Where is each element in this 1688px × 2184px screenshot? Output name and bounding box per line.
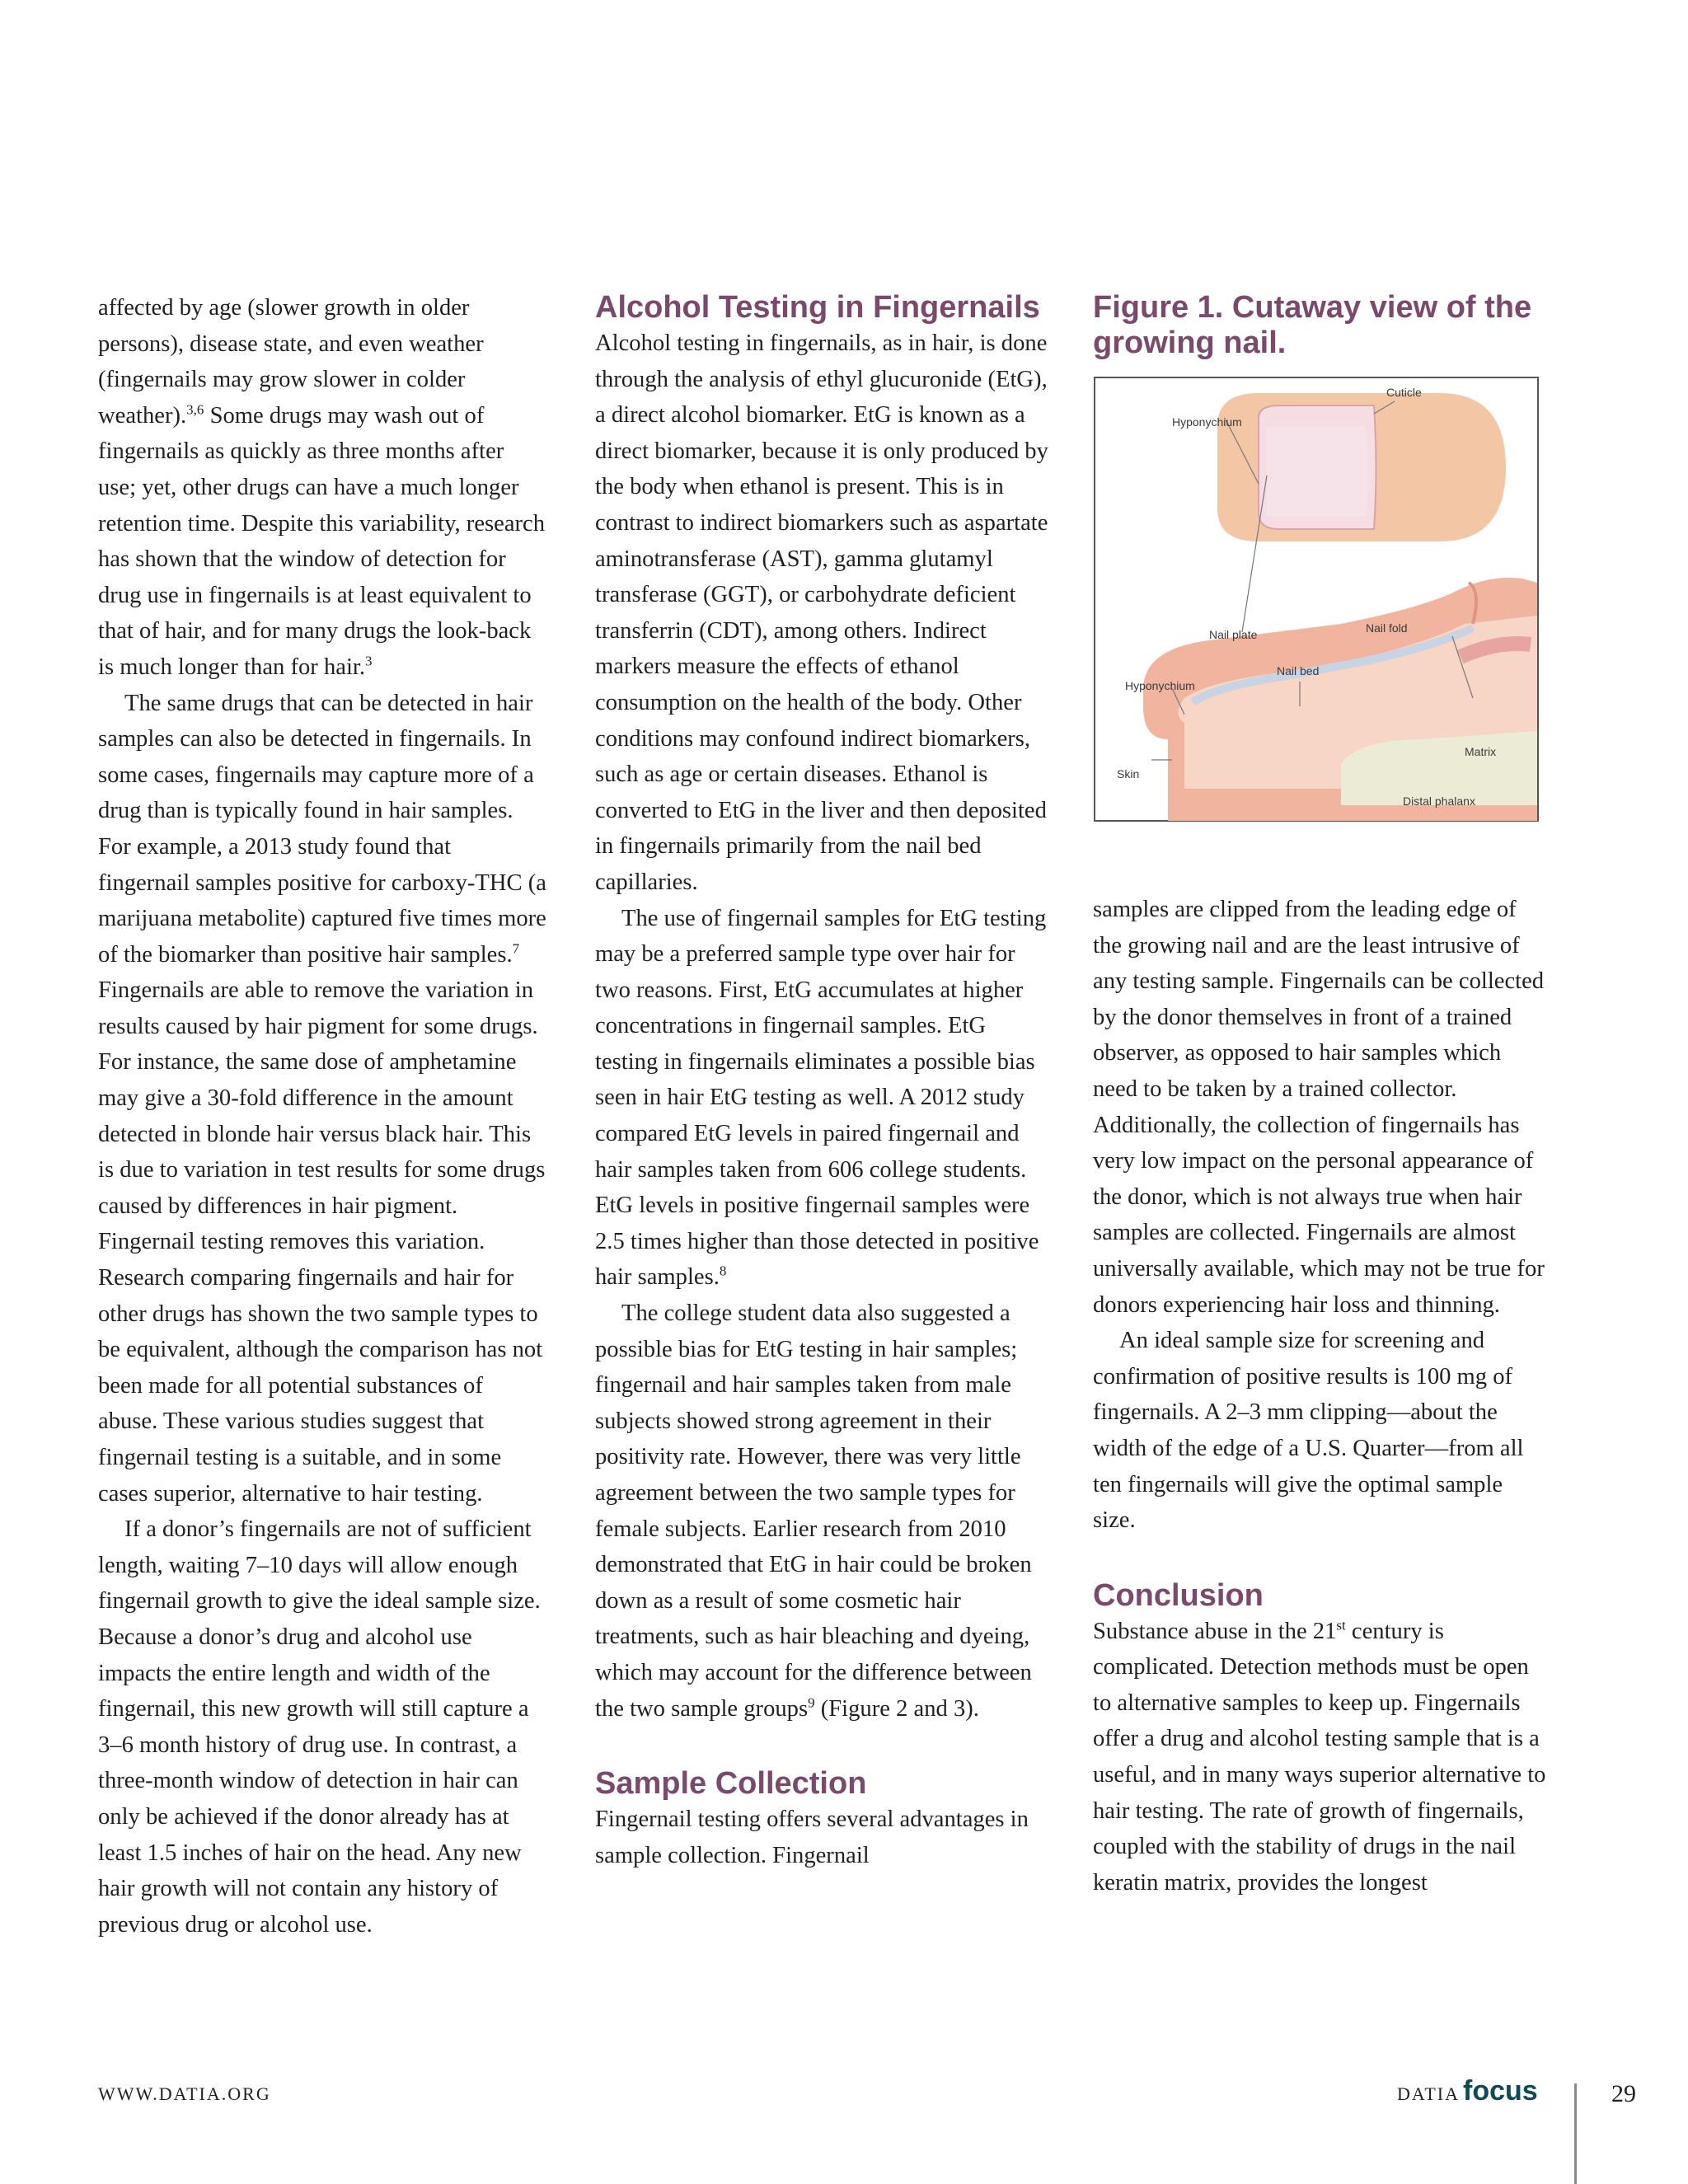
nail-cutaway-figure <box>1094 377 1539 822</box>
label-hyponychium-mid: Hyponychium <box>1125 679 1195 692</box>
paragraph: Substance abuse in the 21st century is complicated. Detection methods must be open to alternative samples to keep up. Fingernails offer a drug and alcohol testing sample that is a useful, and in many ways superior alternative to hair testing. The rate of growth of fingernails, coupled with the stability of drugs in the nail keratin matrix, provides the longest <box>1093 1617 1546 1896</box>
label-distal-phalanx: Distal phalanx <box>1403 794 1475 808</box>
footer-website: WWW.DATIA.ORG <box>98 2083 271 2104</box>
paragraph: Fingernail testing offers several advantages in sample collection. Fingernail <box>595 1807 1029 1868</box>
figure-title: Figure 1. Cutaway view of the growing nail. <box>1093 290 1532 360</box>
label-matrix: Matrix <box>1465 745 1497 758</box>
section-heading-sample-collection: Sample Collection <box>595 1766 867 1802</box>
label-skin: Skin <box>1117 767 1140 780</box>
section-heading-conclusion: Conclusion <box>1093 1577 1264 1613</box>
column-2 <box>595 290 1048 1873</box>
paragraph: The same drugs that can be detected in hair samples can also be detected in fingernails. In some cases, fingernails may capture more of a drug than is typically found in hair samples. For example, a 2013 study found that fingernail samples positive for carboxy-THC (a marijuana metabolite) captured five times more of the biomarker than positive hair samples.$^7$ Fingernails are able to remove the variation in results caused by hair pigment for some drugs. For instance, the same dose of amphetamine may give a 30-fold difference in the amount detected in blonde hair versus black hair. This is due to variation in test results for some drugs caused by differences in hair pigment. Fingernail testing removes this variation. Research comparing fingernails and hair for other drugs has shown the two sample types to be equivalent, although the comparison has not been made for all potential substances of abuse. These various studies suggest that fingernail testing is a suitable, and in some cases superior, alternative to hair testing. <box>98 690 546 1507</box>
footer-divider <box>1574 2083 1577 2184</box>
paragraph: The use of fingernail samples for EtG testing may be a preferred sample type over hair for two reasons. First, EtG accumulates at higher concentrations in fingernail samples. EtG testing in fingernails eliminates a possible bias seen in hair EtG testing as well. A 2012 study compared EtG levels in paired fingernail and hair samples taken from 606 college students. EtG levels in positive fingernail samples were 2.5 times higher than those detected in positive hair samples.$^8$ <box>595 905 1047 1291</box>
label-hyponychium-top: Hyponychium <box>1172 415 1242 429</box>
paragraph: If a donor’s fingernails are not of sufficient length, waiting 7–10 days will allow enough fingernail growth to give the ideal sample size. Because a donor’s drug and alcohol use impacts the entire length and width of the fingernail, this new growth will still capture a 3–6 month history of drug use. In contrast, a three-month window of detection in hair can only be achieved if the donor already has at least 1.5 inches of hair on the head. Any new hair growth will not contain any history of previous drug or alcohol use. <box>98 1516 541 1938</box>
brand-focus: focus <box>1463 2075 1538 2107</box>
column-1 <box>98 290 547 1943</box>
brand-datia: DATIA <box>1397 2083 1460 2104</box>
paragraph: samples are clipped from the leading edge of the growing nail and are the least intrusive of any testing sample. Fingernails can be collected by the donor themselves in front of a trained observer, as opposed to hair samples which need to be taken by a trained collector. Additionally, the collection of fingernails has very low impact on the personal appearance of the donor, which is not always true when hair samples are collected. Fingernails are almost universally available, which may not be true for donors experiencing hair loss and thinning. <box>1093 897 1545 1318</box>
page-number: 29 <box>1611 2080 1636 2107</box>
paragraph: The college student data also suggested a possible bias for EtG testing in hair samples; fingernail and hair samples taken from male subjects showed strong agreement in their positivity rate. However, there was very little agreement between the two sample types for female subjects. Earlier research from 2010 demonstrated that EtG in hair could be broken down as a result of some cosmetic hair treatments, such as hair bleaching and dyeing, which may account for the difference between the two sample groups$^9$ (Figure 2 and 3). <box>595 1301 1032 1722</box>
label-nail-fold: Nail fold <box>1366 621 1408 635</box>
paragraph: An ideal sample size for screening and confirmation of positive results is 100 mg of fingernails. A 2–3 mm clipping—about the width of the edge of a U.S. Quarter—from all ten fingernails will give the optimal sample size. <box>1093 1328 1524 1534</box>
column-3-text <box>1093 892 1550 1900</box>
paragraph: Alcohol testing in fingernails, as in hair, is done through the analysis of ethyl glucuronide (EtG), a direct alcohol biomarker. EtG is known as a direct biomarker, because it is only produced by the body when ethanol is present. This is in contrast to indirect biomarkers such as aspartate aminotransferase (AST), gamma glutamyl transferase (GGT), or carbohydrate deficient transferrin (CDT), among others. Indirect markers measure the effects of ethanol consumption on the health of the body. Other conditions may confound indirect biomarkers, such as age or certain diseases. Ethanol is converted to EtG in the liver and then deposited in fingernails primarily from the nail bed capillaries. <box>595 330 1048 895</box>
label-cuticle: Cuticle <box>1386 386 1422 399</box>
footer-brand <box>1397 2075 1538 2107</box>
paragraph: affected by age (slower growth in older persons), disease state, and even weather (fingernails may grow slower in colder weather).$^{3,6}$ Some drugs may wash out of fingernails as quickly as three months after use; yet, other drugs can have a much longer retention time. Despite this variability, research has shown that the window of detection for drug use in fingernails is at least equivalent to that of hair, and for many drugs the look-back is much longer than for hair.$^3$ <box>98 295 546 680</box>
label-nail-plate: Nail plate <box>1209 628 1258 641</box>
label-nail-bed: Nail bed <box>1277 664 1320 677</box>
section-heading-alcohol-testing: Alcohol Testing in Fingernails <box>595 290 1040 325</box>
